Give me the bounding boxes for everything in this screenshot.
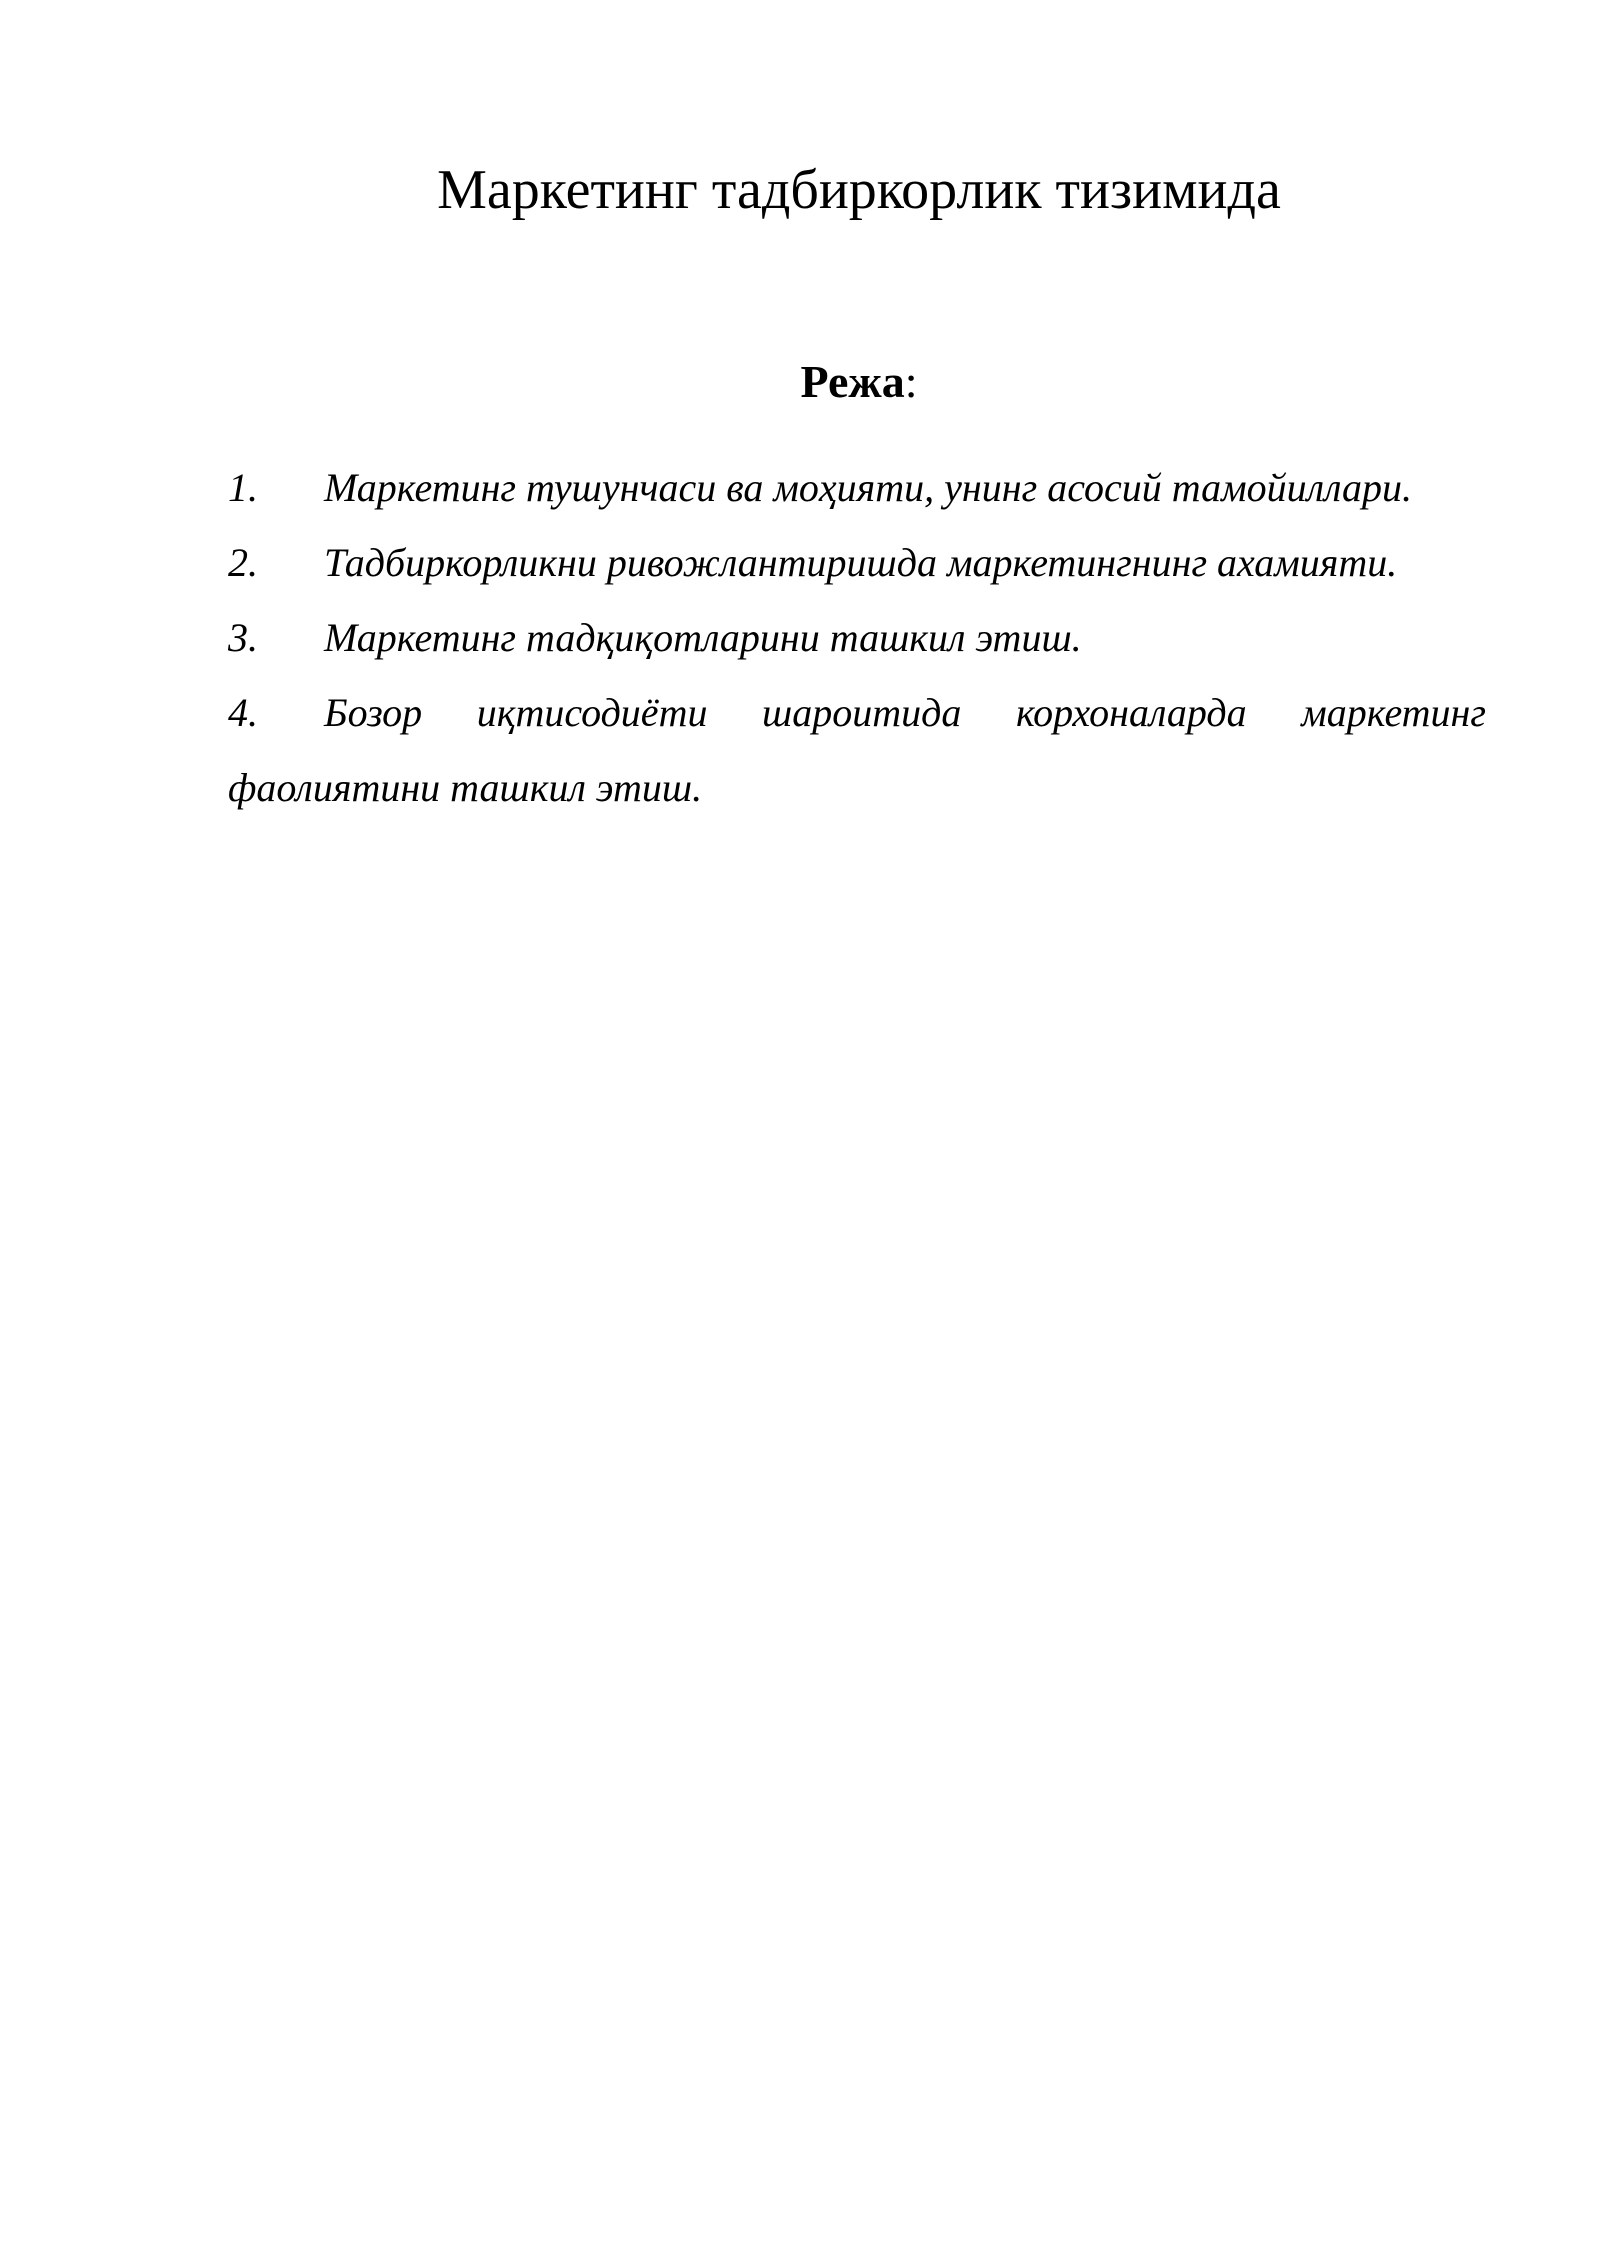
plan-item [228, 450, 1486, 525]
plan-item-text: Маркетинг тадқиқотларини ташкил этиш. [324, 615, 1082, 660]
plan-item-number: 3. [228, 615, 258, 660]
document-title: Маркетинг тадбиркорлик тизимида [437, 159, 1281, 221]
plan-item-text: Бозор иқтисодиёти шароитида корхоналарда маркетинг фаолиятини ташкил этиш. [228, 690, 1486, 810]
plan-heading [0, 350, 1600, 414]
plan-item-text: Тадбиркорликни ривожлантиришда маркетингнинг ахамияти. [324, 540, 1398, 585]
plan-heading-colon: : [904, 356, 918, 407]
plan-item [228, 600, 1486, 675]
plan-item-text: Маркетинг тушунчаси ва моҳияти, унинг асосий тамойиллари. [324, 465, 1412, 510]
plan-item-number: 4. [228, 690, 258, 735]
plan-item [228, 675, 1486, 825]
plan-item [228, 525, 1486, 600]
plan-list [228, 450, 1486, 825]
plan-item-number: 1. [228, 465, 258, 510]
plan-item-number: 2. [228, 540, 258, 585]
plan-heading-label: Режа [800, 356, 905, 407]
